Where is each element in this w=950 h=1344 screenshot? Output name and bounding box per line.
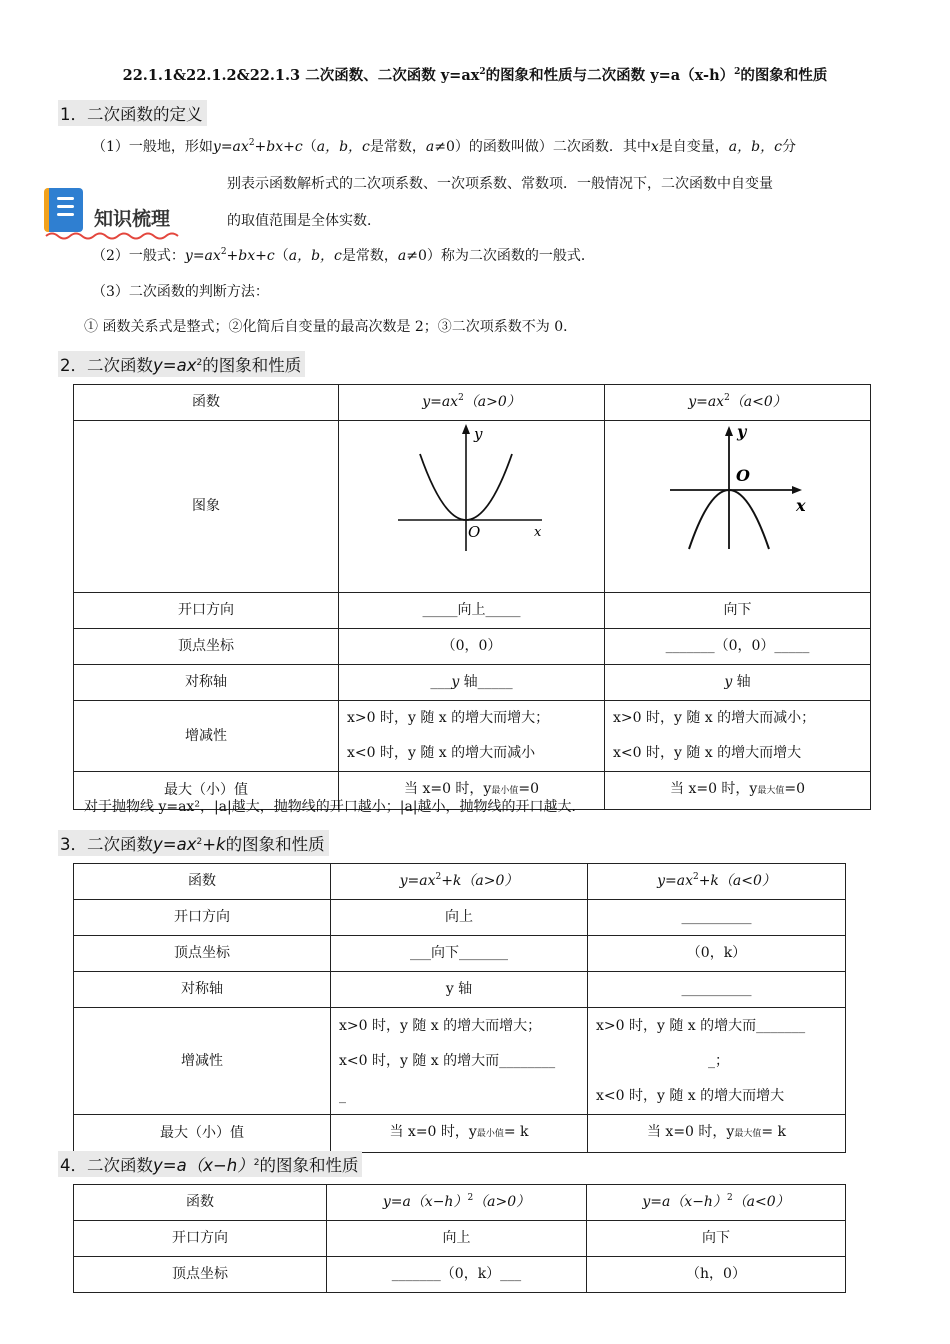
row-label-vertex: 顶点坐标 (74, 936, 331, 972)
table-ax2 (73, 384, 871, 810)
header-a-positive: $y=ax^2(a>0)$ (339, 385, 605, 421)
header-function: 函数 (74, 385, 339, 421)
header-a-positive: $y=ax^2+k(a>0)$ (331, 864, 588, 900)
monotonic-a-negative: x>0 时，y 随 x 的增大而减小； x<0 时，y 随 x 的增大而增大 (605, 701, 871, 772)
open-a-negative: 向下 (587, 1221, 846, 1257)
judge-method-line: （3）二次函数的判断方法： (92, 284, 269, 300)
graph-downward (605, 421, 871, 593)
open-a-positive: 向上 (327, 1221, 587, 1257)
vertex-a-negative: （h，0） (587, 1257, 846, 1293)
vertex-a-positive: ___向下_______ (331, 936, 588, 972)
title-sup: 2 (479, 67, 486, 77)
opening-note: 对于抛物线 y=ax²，|a|越大，抛物线的开口越小；|a|越小，抛物线的开口越大． (84, 799, 586, 815)
graph1-x-label: x (533, 525, 541, 540)
badge-text: 知识梳理 (94, 208, 171, 230)
knowledge-badge (44, 188, 194, 246)
definition-line-2: 别表示函数解析式的二次项系数、一次项系数、常数项．一般情况下，二次函数中自变量 (227, 176, 773, 192)
row-label-axis: 对称轴 (74, 665, 339, 701)
table-a-x-minus-h (73, 1184, 846, 1293)
open-a-negative: 向下 (605, 593, 871, 629)
definition-line-1: （1）一般地，形如$y=ax^2+bx+c(a$，b，c是常数，a≠0）的函数叫做）二次函数．其中x是自变量，a，b，c分 (92, 138, 796, 155)
row-label-open: 开口方向 (74, 900, 331, 936)
section-2-heading: 2．二次函数$y=ax^2$的图象和性质 (58, 351, 305, 377)
header-a-positive: $y=a(x-h)^2(a>0)$ (327, 1185, 587, 1221)
judge-criteria-line: ① 函数关系式是整式；②化简后自变量的最高次数是 2；③二次项系数不为 0． (84, 319, 578, 335)
extremum-a-positive: 当 x=0 时，y最小值=0 (339, 772, 605, 810)
header-function: 函数 (74, 1185, 327, 1221)
header-a-negative: $y=a(x-h)^2(a<0)$ (587, 1185, 846, 1221)
monotonic-a-positive: x>0 时，y 随 x 的增大而增大； x<0 时，y 随 x 的增大而________ _ (331, 1008, 588, 1115)
table-ax2-plus-k (73, 863, 846, 1153)
graph2-y-label: y (736, 422, 746, 441)
axis-a-negative: __________ (588, 972, 846, 1008)
row-label-monotonic: 增减性 (74, 701, 339, 772)
graph-upward (339, 421, 605, 593)
graph1-y-label: y (473, 425, 482, 443)
vertex-a-positive: （0，0） (339, 629, 605, 665)
graph1-origin-label: O (467, 523, 480, 541)
title-text-3: 的图象和性质 (740, 67, 828, 84)
axis-a-negative: y 轴 (605, 665, 871, 701)
parabola-up-figure (340, 421, 604, 578)
row-label-extremum: 最大（小）值 (74, 772, 339, 810)
title-text-2: 的图象和性质与二次函数 y=a（x-h） (485, 67, 735, 84)
row-label-extremum: 最大（小）值 (74, 1115, 331, 1153)
monotonic-a-positive: x>0 时，y 随 x 的增大而增大； x<0 时，y 随 x 的增大而减小 (339, 701, 605, 772)
section-4-heading: 4．二次函数$y=a(x-h)^2$的图象和性质 (58, 1151, 362, 1177)
row-label-vertex: 顶点坐标 (74, 629, 339, 665)
vertex-a-positive: _______（0，k）___ (327, 1257, 587, 1293)
row-label-open: 开口方向 (74, 593, 339, 629)
document-title (0, 64, 950, 85)
extremum-a-negative: 当 x=0 时，y最大值= k (588, 1115, 846, 1153)
graph2-x-label: x (795, 496, 806, 515)
parabola-down-figure (606, 421, 870, 578)
vertex-a-negative: _______（0，0）_____ (605, 629, 871, 665)
row-label-axis: 对称轴 (74, 972, 331, 1008)
extremum-a-positive: 当 x=0 时，y最小值= k (331, 1115, 588, 1153)
title-sup-2: 2 (734, 67, 741, 77)
graph2-origin-label: O (735, 466, 750, 485)
title-text: 22.1.1&22.1.2&22.1.3 二次函数、二次函数 y=ax (122, 67, 480, 84)
open-a-positive: 向上 (331, 900, 588, 936)
section-1-heading: 1．二次函数的定义 (58, 100, 207, 126)
open-a-negative: __________ (588, 900, 846, 936)
axis-a-positive: y 轴 (331, 972, 588, 1008)
row-label-open: 开口方向 (74, 1221, 327, 1257)
header-a-negative: $y=ax^2(a<0)$ (605, 385, 871, 421)
axis-a-positive: ___y 轴_____ (339, 665, 605, 701)
open-a-positive: _____向上_____ (339, 593, 605, 629)
header-a-negative: $y=ax^2+k(a<0)$ (588, 864, 846, 900)
header-function: 函数 (74, 864, 331, 900)
monotonic-a-negative: x>0 时，y 随 x 的增大而_______ _； x<0 时，y 随 x 的增大而增大 (588, 1008, 846, 1115)
row-label-graph: 图象 (74, 421, 339, 593)
general-form-line: （2）一般式：$y=ax^2+bx+c(a$，b，c是常数，a≠0）称为二次函数的一般式． (92, 247, 595, 264)
section-3-heading: 3．二次函数$y=ax^2+k$的图象和性质 (58, 830, 329, 856)
vertex-a-negative: （0，k） (588, 936, 846, 972)
definition-line-3: 的取值范围是全体实数． (227, 213, 381, 229)
row-label-vertex: 顶点坐标 (74, 1257, 327, 1293)
extremum-a-negative: 当 x=0 时，y最大值=0 (605, 772, 871, 810)
row-label-monotonic: 增减性 (74, 1008, 331, 1115)
